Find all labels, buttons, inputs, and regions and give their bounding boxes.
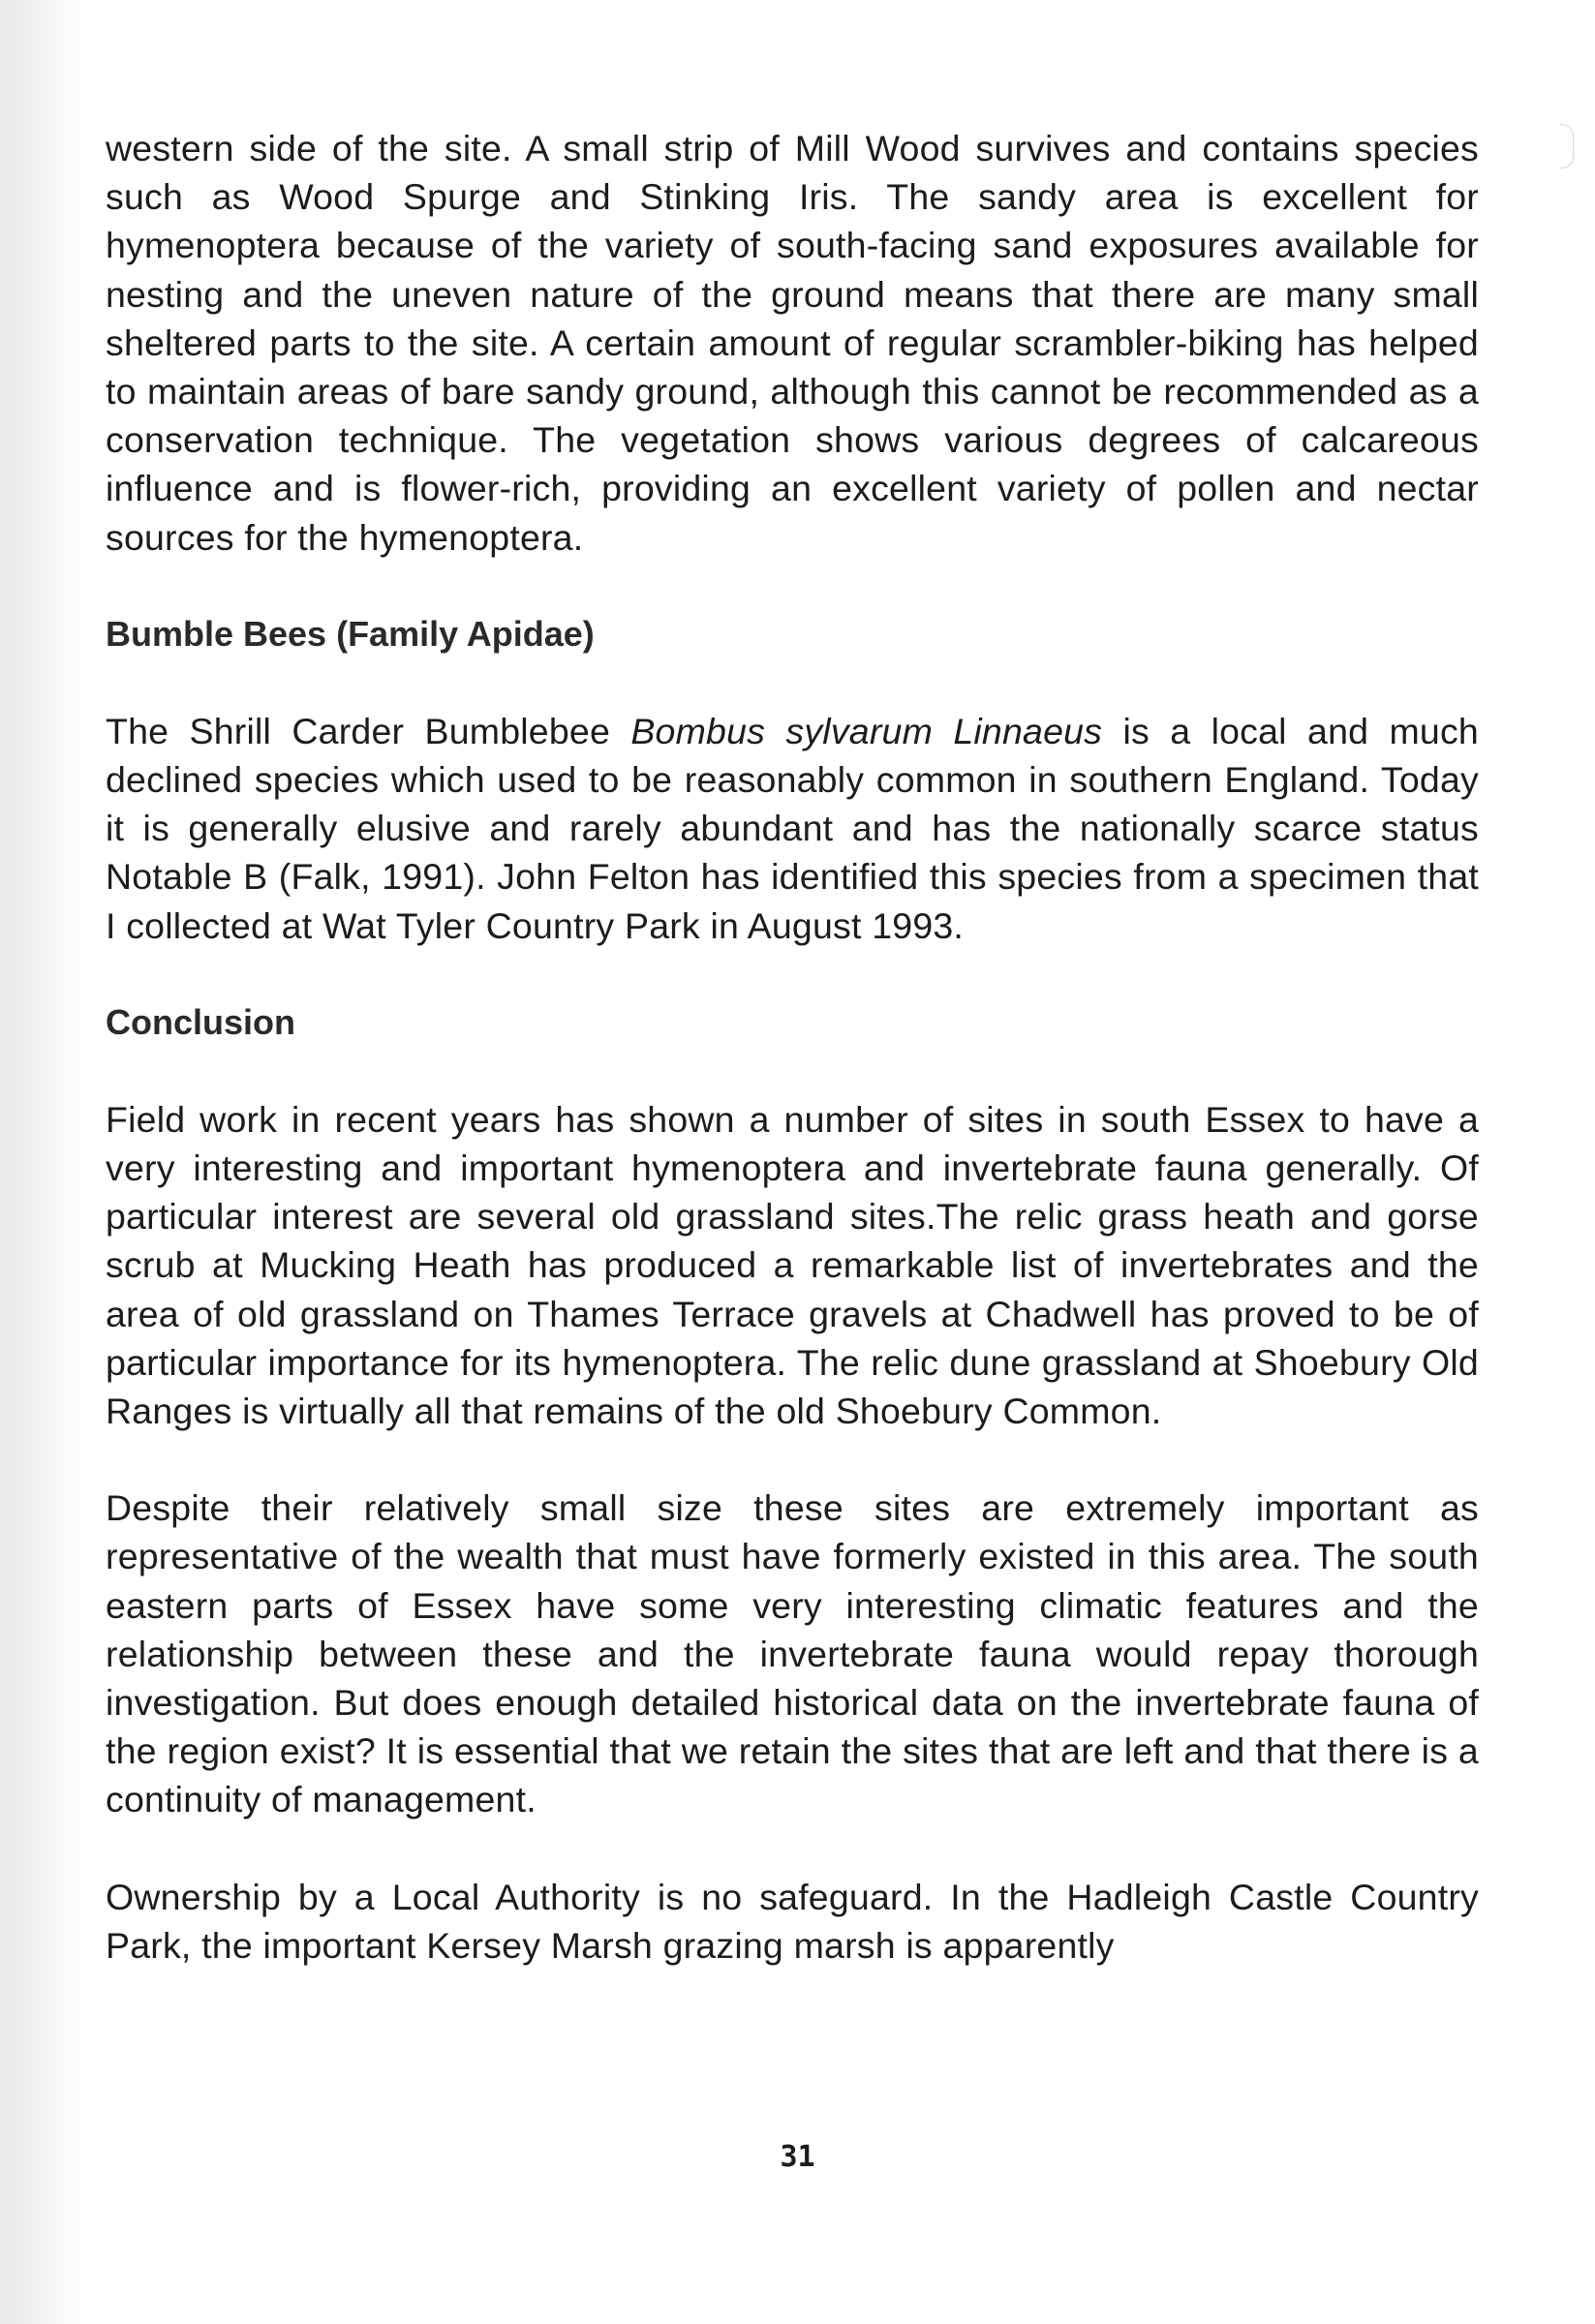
intro-paragraph: western side of the site. A small strip of Mill Wood survives and contains species such as Wood Spurge and Stinking Iris. The sandy area is excellent for hymenoptera because of the variety of south-facing sand exposures available for nesting and the uneven nature of the ground means that there are many small sheltered parts to the site. A certain amount of regular scrambler-biking has helped to maintain areas of bare sandy ground, although this cannot be recommended as a conservation technique. The vegetation shows various degrees of calcareous influence and is flower-rich, providing an excellent variety of pollen and nectar sources for the hymenoptera. (106, 128, 1479, 558)
spacer (106, 562, 1479, 610)
spacer (106, 658, 1479, 707)
bumble-bees-paragraph (106, 707, 1479, 950)
page-number: 31 (780, 2140, 815, 2174)
conclusion-paragraph-2: Despite their relatively small size these sites are extremely important as representative of the wealth that must have formerly existed in this area. The south eastern parts of Essex have some very interesting climatic features and the relationship between these and the invertebrate fauna would repay thorough investigation. But does enough detailed historical data on the invertebrate fauna of the region exist? It is essential that we retain the sites that are left and that there is a continuity of management. (106, 1487, 1479, 1820)
conclusion-paragraph-3: Ownership by a Local Authority is no safeguard. In the Hadleigh Castle Country Park, the important Kersey Marsh grazing marsh is apparently (106, 1876, 1479, 1966)
spacer (106, 1047, 1479, 1095)
page-content (106, 124, 1479, 1970)
scan-edge-mark (1559, 124, 1574, 168)
conclusion-heading: Conclusion (106, 1001, 295, 1042)
bumble-bees-text-end: is a local and much declined species which used to be reasonably common in southern England. Today it is generally elusive and rarely abundant and has the nationally scarce status Notable B (Falk, 1991). John Felton has identified this species from a specimen that I collected at Wat Tyler Country Park in August 1993. (106, 710, 1479, 946)
scan-margin-shadow (0, 0, 92, 2324)
bumble-bees-text-start: The Shrill Carder Bumblebee (106, 710, 631, 751)
bumble-bees-heading: Bumble Bees (Family Apidae) (106, 613, 595, 654)
spacer (106, 1824, 1479, 1873)
species-name: Bombus sylvarum Linnaeus (630, 710, 1103, 751)
spacer (106, 950, 1479, 998)
spacer (106, 1435, 1479, 1483)
conclusion-paragraph-1: Field work in recent years has shown a number of sites in south Essex to have a very interesting and important hymenoptera and invertebrate fauna generally. Of particular interest are several old grassland sites.The relic grass heath and gorse scrub at Mucking Heath has produced a remarkable list of invertebrates and the area of old grassland on Thames Terrace gravels at Chadwell has proved to be of particular importance for its hymenoptera. The relic dune grassland at Shoebury Old Ranges is virtually all that remains of the old Shoebury Common. (106, 1098, 1479, 1432)
